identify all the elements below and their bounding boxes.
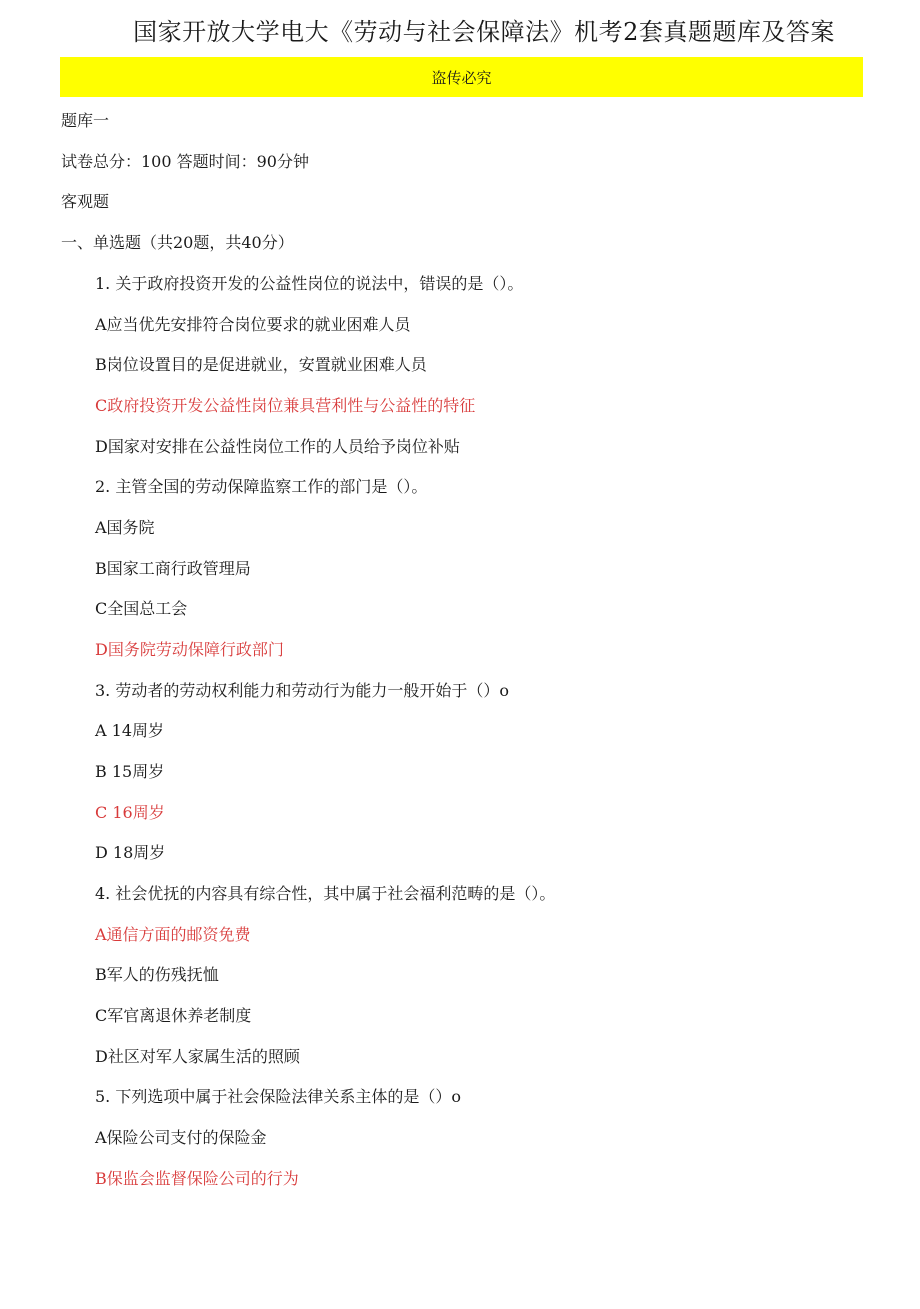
question-option: A国务院: [95, 518, 155, 537]
question-stem: 4. 社会优抚的内容具有综合性，其中属于社会福利范畴的是（）。: [95, 884, 556, 903]
bank-label: 题库一: [61, 111, 110, 130]
question-option: A 14周岁: [95, 721, 165, 740]
question-stem: 3. 劳动者的劳动权利能力和劳动行为能力一般开始于（）o: [95, 681, 509, 700]
question-option: D国家对安排在公益性岗位工作的人员给予岗位补贴: [95, 437, 460, 456]
question-stem: 5. 下列选项中属于社会保险法律关系主体的是（）o: [95, 1087, 461, 1106]
exam-info: 试卷总分：100 答题时间：90分钟: [61, 152, 309, 171]
document-title: 国家开放大学电大《劳动与社会保障法》机考2套真题题库及答案: [133, 18, 835, 46]
question-option: B军人的伤残抚恤: [95, 965, 219, 984]
question-option-correct: D国务院劳动保障行政部门: [95, 640, 284, 659]
question-option: A应当优先安排符合岗位要求的就业困难人员: [95, 315, 411, 334]
question-option: B国家工商行政管理局: [95, 559, 251, 578]
question-option-correct: B保监会监督保险公司的行为: [95, 1169, 299, 1188]
part-single-choice: 一、单选题（共20题，共40分）: [61, 233, 294, 252]
question-option: C全国总工会: [95, 599, 188, 618]
question-stem: 2. 主管全国的劳动保障监察工作的部门是（）。: [95, 477, 428, 496]
copyright-banner: [60, 57, 863, 97]
section-objective: 客观题: [61, 192, 110, 211]
question-option-correct: C政府投资开发公益性岗位兼具营利性与公益性的特征: [95, 396, 476, 415]
question-option: C军官离退休养老制度: [95, 1006, 252, 1025]
banner-text: 盗传必究: [431, 68, 492, 87]
question-option: B 15周岁: [95, 762, 165, 781]
question-option: A保险公司支付的保险金: [95, 1128, 267, 1147]
question-option: B岗位设置目的是促进就业，安置就业困难人员: [95, 355, 427, 374]
question-option: D社区对军人家属生活的照顾: [95, 1047, 300, 1066]
question-stem: 1. 关于政府投资开发的公益性岗位的说法中，错误的是（）。: [95, 274, 524, 293]
question-option: D 18周岁: [95, 843, 166, 862]
question-option-correct: A通信方面的邮资免费: [95, 925, 251, 944]
question-option-correct: C 16周岁: [95, 803, 165, 822]
